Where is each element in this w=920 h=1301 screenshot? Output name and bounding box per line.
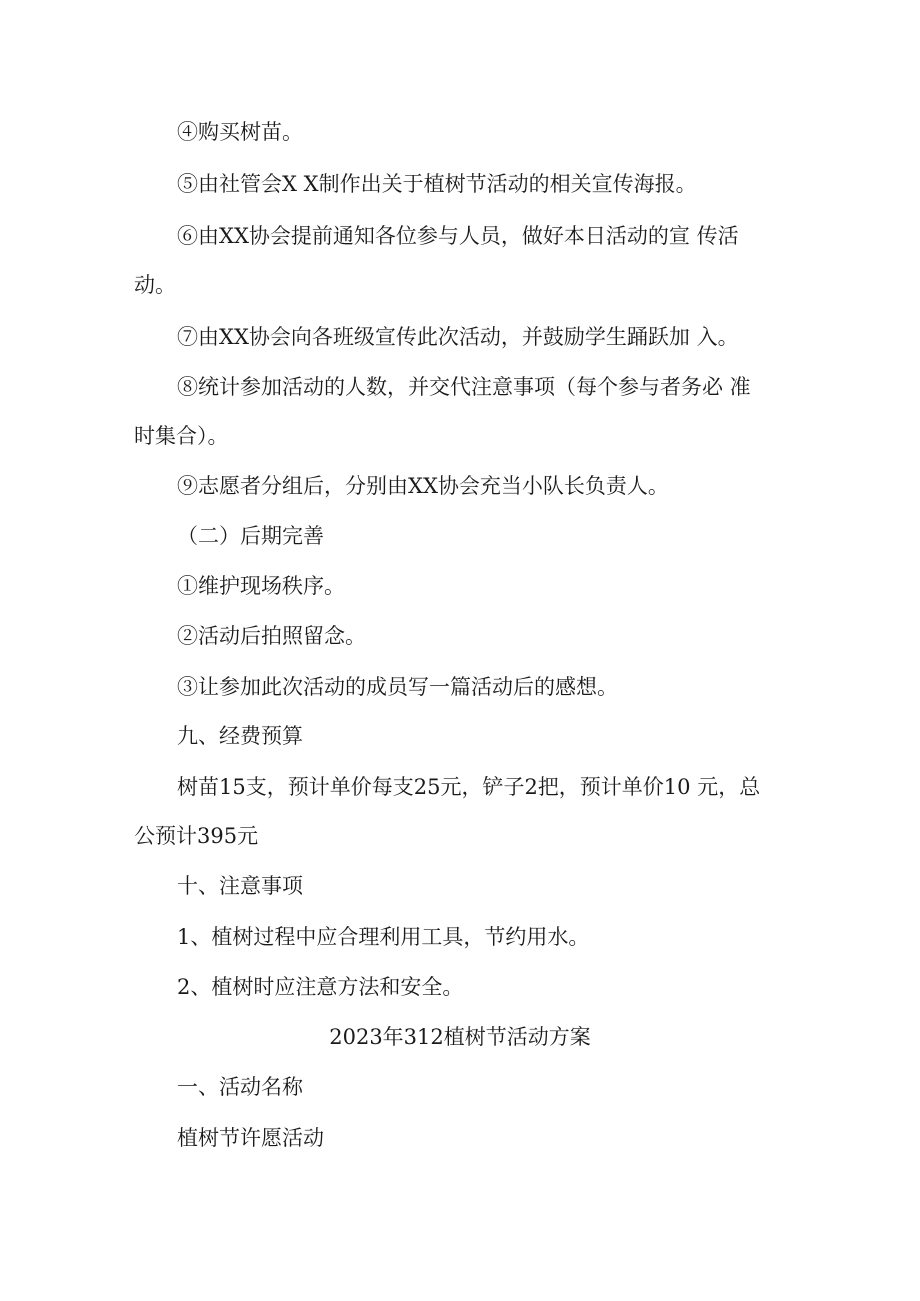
budget-text-continued: 公预计395元 bbox=[134, 824, 259, 848]
notes-heading: 十、注意事项 bbox=[177, 874, 303, 898]
prep-item-4: ④购买树苗。 bbox=[177, 120, 303, 144]
later-section-heading: （二）后期完善 bbox=[177, 524, 324, 548]
plan-title: 2023年312植树节活动方案 bbox=[329, 1025, 591, 1049]
prep-item-8: ⑧统计参加活动的人数，并交代注意事项（每个参与者务必 准 bbox=[177, 375, 751, 399]
later-item-2: ②活动后拍照留念。 bbox=[177, 624, 366, 648]
note-item-2: 2、植树时应注意方法和安全。 bbox=[177, 975, 464, 999]
prep-item-9: ⑨志愿者分组后，分别由XX协会充当小队长负责人。 bbox=[177, 474, 669, 498]
later-item-1: ①维护现场秩序。 bbox=[177, 574, 345, 598]
prep-item-8-continued: 时集合）。 bbox=[134, 424, 229, 448]
later-item-3: ③让参加此次活动的成员写一篇活动后的感想。 bbox=[177, 675, 618, 699]
budget-heading: 九、经费预算 bbox=[177, 724, 303, 748]
activity-name-heading: 一、活动名称 bbox=[177, 1075, 303, 1099]
note-item-1: 1、植树过程中应合理利用工具，节约用水。 bbox=[177, 925, 590, 949]
prep-item-6-continued: 动。 bbox=[134, 273, 176, 297]
budget-text: 树苗15支，预计单价每支25元，铲子2把，预计单价10 元，总 bbox=[177, 775, 761, 799]
prep-item-5: ⑤由社管会X X制作出关于植树节活动的相关宣传海报。 bbox=[177, 172, 697, 196]
activity-name-value: 植树节许愿活动 bbox=[177, 1126, 324, 1150]
prep-item-6: ⑥由XX协会提前通知各位参与人员，做好本日活动的宣 传活 bbox=[177, 224, 739, 248]
prep-item-7: ⑦由XX协会向各班级宣传此次活动，并鼓励学生踊跃加 入。 bbox=[177, 325, 739, 349]
